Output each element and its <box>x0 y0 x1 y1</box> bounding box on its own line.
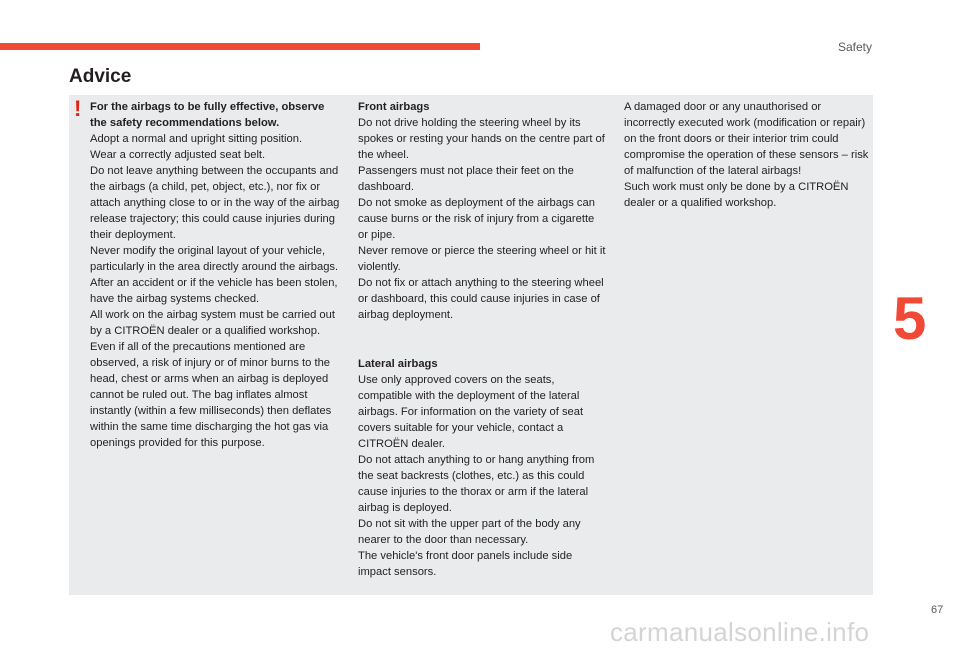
page-number: 67 <box>931 604 944 616</box>
exclamation-warning-icon: ! <box>74 96 82 121</box>
paragraph: Use only approved covers on the seats, compatible with the deployment of the lateral airbags. For information on the variety of seat covers suitable for your vehicle, contact a CITROËN dealer. <box>358 374 584 450</box>
lateral-airbags-title: Lateral airbags <box>358 358 438 370</box>
column-door-warning <box>624 99 869 211</box>
paragraph: All work on the airbag system must be carried out by a CITROËN dealer or a qualified workshop. <box>90 309 335 337</box>
paragraph: Wear a correctly adjusted seat belt. <box>90 149 266 161</box>
paragraph: Never remove or pierce the steering wheel or hit it violently. <box>358 245 606 273</box>
paragraph: Do not leave anything between the occupants and the airbags (a child, pet, object, etc.), nor fix or attach anything close to or in the way of the airbag release trajectory; this could cause injuries during their deployment. <box>90 165 340 241</box>
paragraph: Passengers must not place their feet on the dashboard. <box>358 165 574 193</box>
accent-bar <box>0 43 480 50</box>
paragraph: Even if all of the precautions mentioned are observed, a risk of injury or of minor burns to the head, chest or arms when an airbag is deployed cannot be ruled out. The bag inflates almost instantly (within a few milliseconds) then deflates within the same time discharging the hot gas via openings provided for this purpose. <box>90 341 332 449</box>
column-airbags <box>358 99 606 580</box>
chapter-number: 5 <box>893 285 927 352</box>
page-heading: Advice <box>69 66 132 87</box>
column-general-advice <box>90 99 344 451</box>
front-airbags-title: Front airbags <box>358 101 430 113</box>
paragraph: Do not sit with the upper part of the body any nearer to the door than necessary. <box>358 518 581 546</box>
watermark: carmanualsonline.info <box>610 617 870 647</box>
intro-text: For the airbags to be fully effective, observe the safety recommendations below. <box>90 101 325 129</box>
paragraph: Never modify the original layout of your vehicle, particularly in the area directly around the airbags. <box>90 245 339 273</box>
section-label: Safety <box>838 40 873 54</box>
paragraph: Do not drive holding the steering wheel by its spokes or resting your hands on the centre part of the wheel. <box>358 117 605 161</box>
paragraph: The vehicle's front door panels include side impact sensors. <box>358 550 573 578</box>
paragraph: Such work must only be done by a CITROËN dealer or a qualified workshop. <box>624 181 849 209</box>
paragraph: Do not fix or attach anything to the steering wheel or dashboard, this could cause injuries in case of airbag deployment. <box>358 277 604 321</box>
paragraph: Do not attach anything to or hang anything from the seat backrests (clothes, etc.) as this could cause injuries to the thorax or arm if the lateral airbag is deployed. <box>358 454 595 514</box>
paragraph: Do not smoke as deployment of the airbags can cause burns or the risk of injury from a cigarette or pipe. <box>358 197 595 241</box>
paragraph: After an accident or if the vehicle has been stolen, have the airbag systems checked. <box>90 277 338 305</box>
paragraph: A damaged door or any unauthorised or incorrectly executed work (modification or repair) on the front doors or their interior trim could compromise the operation of these sensors – risk of malfunction of the lateral airbags! <box>624 101 869 177</box>
paragraph: Adopt a normal and upright sitting position. <box>90 133 303 145</box>
